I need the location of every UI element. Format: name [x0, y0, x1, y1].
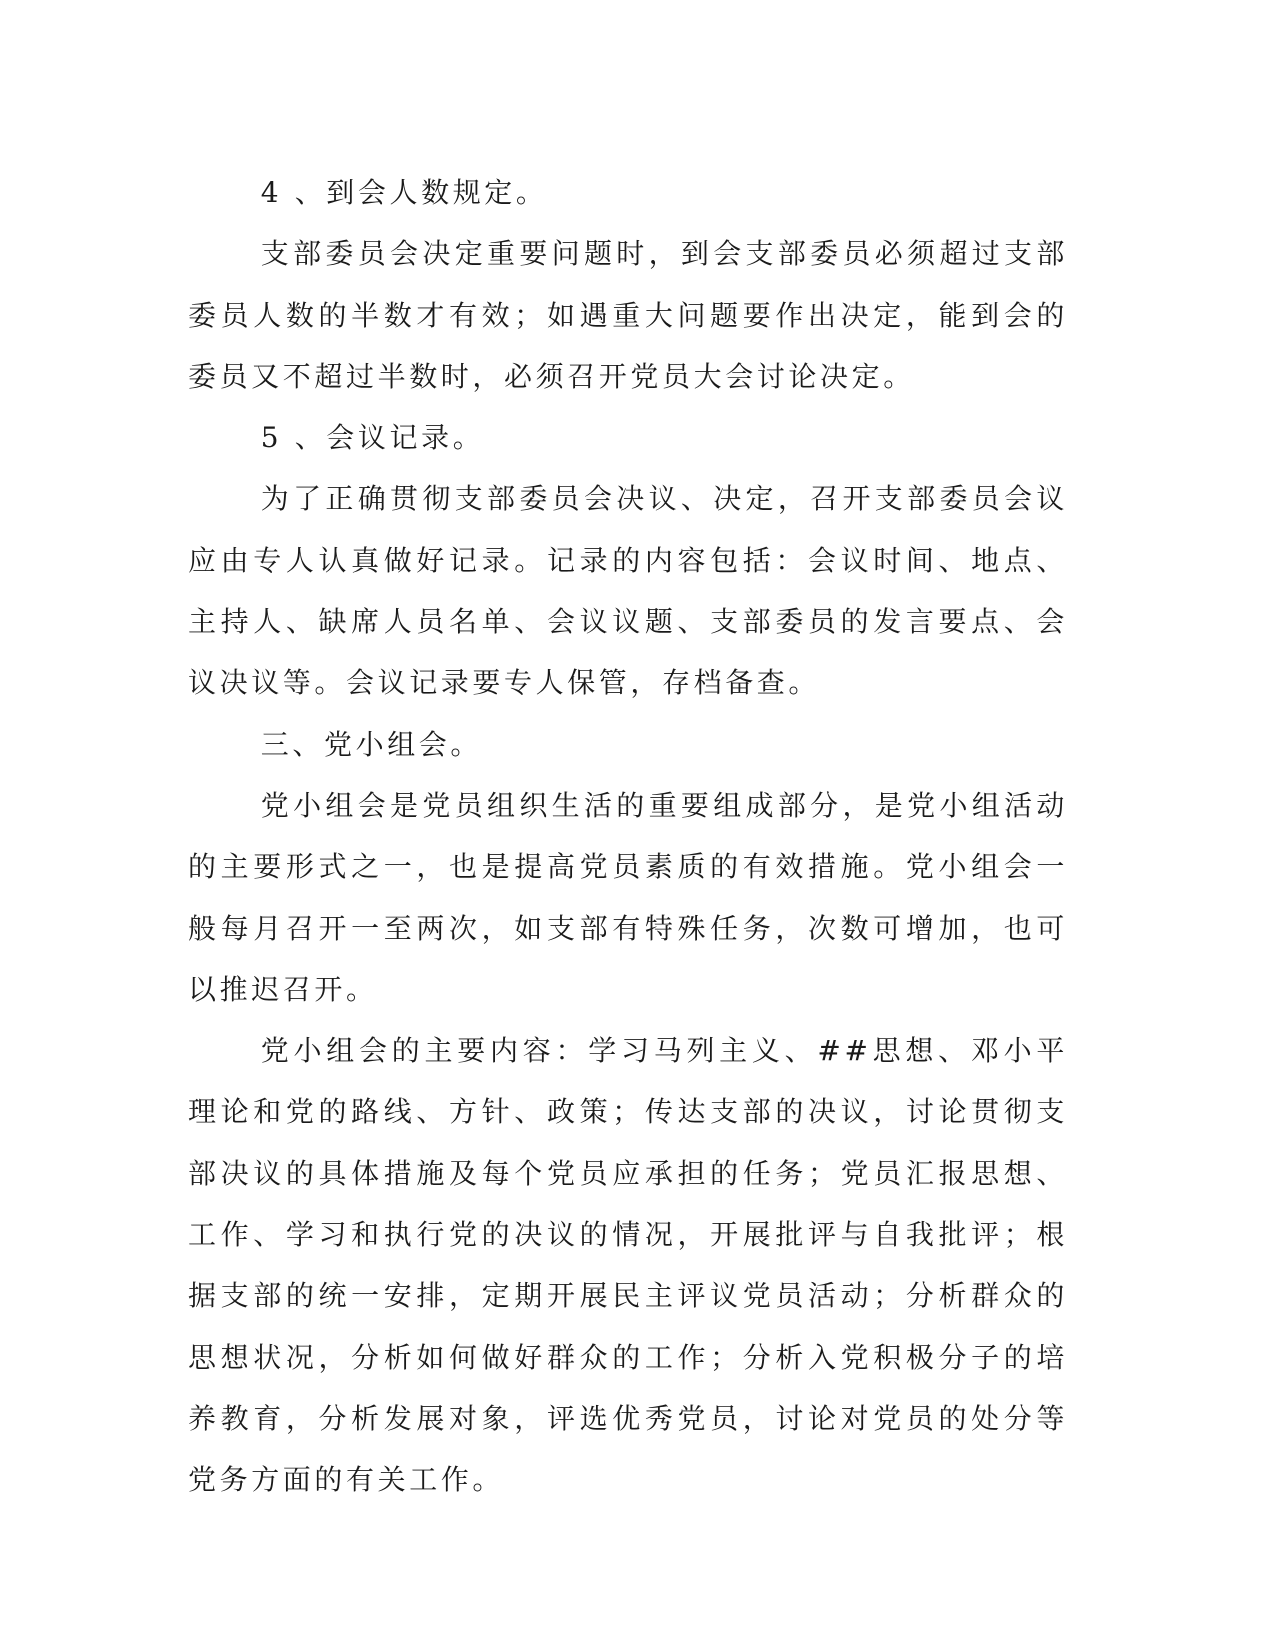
- paragraph-minutes-heading: 5 、会议记录。: [260, 421, 485, 455]
- body-text: [188, 162, 1068, 1511]
- paragraph-minutes-rule: 为了正确贯彻支部委员会决议、决定，召开支部委员会议应由专人认真做好记录。记录的内容包括：会议时间、地点、主持人、缺席人员名单、会议议题、支部委员的发言要点、会议决议等。会议记录要专人保管，存档备查。: [188, 482, 1068, 700]
- paragraph-section-heading: 三、党小组会。: [260, 727, 482, 761]
- paragraph-attendance-rule: 支部委员会决定重要问题时，到会支部委员必须超过支部委员人数的半数才有效；如遇重大问题要作出决定，能到会的委员又不超过半数时，必须召开党员大会讨论决定。: [188, 237, 1068, 393]
- paragraph-group-meeting-intro: 党小组会是党员组织生活的重要组成部分，是党小组活动的主要形式之一，也是提高党员素质的有效措施。党小组会一般每月召开一至两次，如支部有特殊任务，次数可增加，也可以推迟召开。: [188, 788, 1068, 1006]
- paragraph-attendance-heading: 4 、到会人数规定。: [260, 176, 548, 209]
- paragraph-group-meeting-content: 党小组会的主要内容：学习马列主义、##思想、邓小平理论和党的路线、方针、政策；传达支部的决议，讨论贯彻支部决议的具体措施及每个党员应承担的任务；党员汇报思想、工作、学习和执行党的决议的情况，开展批评与自我批评；根据支部的统一安排，定期开展民主评议党员活动；分析群众的思想状况，分析如何做好群众的工作；分析入党积极分子的培养教育，分析发展对象，评选优秀党员，讨论对党员的处分等党务方面的有关工作。: [188, 1034, 1068, 1497]
